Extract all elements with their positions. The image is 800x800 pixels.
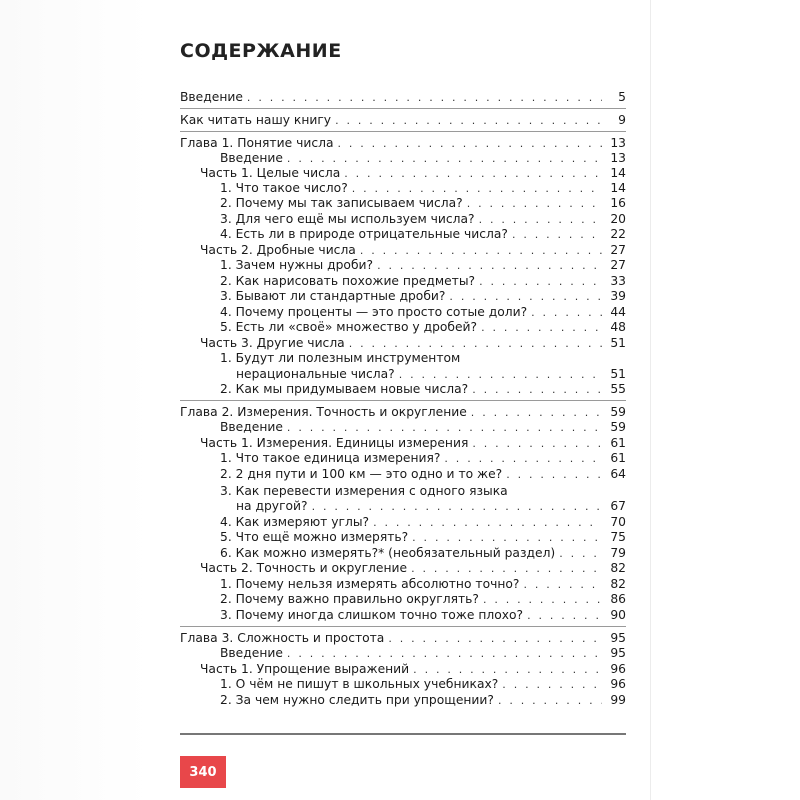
toc-part [200, 435, 626, 451]
toc-entry-label: Часть 1. Целые числа [200, 166, 341, 180]
toc-entry-page: 22 [610, 227, 626, 241]
toc-entry [220, 211, 626, 227]
toc-entry-label: Часть 2. Дробные числа [200, 243, 356, 257]
toc-entry-page: 39 [610, 289, 626, 303]
toc-entry-label: 1. Будут ли полезным инструментом [220, 351, 461, 365]
toc-entry-page: 48 [610, 320, 626, 334]
toc-entry-label: 5. Что ещё можно измерять? [220, 530, 409, 544]
toc-entry-page: 51 [610, 367, 626, 381]
toc-entry [220, 195, 626, 211]
toc-entry-label: 1. О чём не пишут в школьных учебниках? [220, 677, 499, 691]
toc-entry-label: Часть 1. Упрощение выражений [200, 662, 410, 676]
section-divider [180, 626, 626, 627]
page-title: СОДЕРЖАНИЕ [180, 40, 342, 62]
leader-dots [312, 499, 602, 515]
toc-part [200, 165, 626, 181]
toc-entry-label: Введение [220, 151, 283, 165]
toc-entry-label: Часть 2. Точность и округление [200, 561, 408, 575]
toc-part [200, 560, 626, 576]
toc-entry-page: 44 [610, 305, 626, 319]
toc-entry-page: 61 [610, 451, 626, 465]
toc-entry [220, 180, 626, 196]
toc-entry-page: 96 [610, 662, 626, 676]
toc-entry [220, 676, 626, 692]
toc-entry-label: Глава 2. Измерения. Точность и округление [180, 405, 467, 419]
toc-chapter [180, 404, 626, 420]
toc-entry-page: 59 [610, 420, 626, 434]
toc-entry-page: 9 [618, 113, 626, 127]
left-margin [0, 0, 150, 800]
toc-entry-page: 59 [610, 405, 626, 419]
toc-entry [220, 319, 626, 335]
toc-entry-label: 1. Почему нельзя измерять абсолютно точно? [220, 577, 520, 591]
toc-entry-label: 4. Почему проценты — это просто сотые доли? [220, 305, 528, 319]
toc-entry-label: 2. Почему мы так записываем числа? [220, 196, 463, 210]
leader-dots [412, 530, 602, 546]
toc-entry [180, 112, 626, 128]
toc-entry-page: 13 [610, 151, 626, 165]
toc-entry-label: 3. Для чего ещё мы используем числа? [220, 212, 475, 226]
toc-entry-page: 27 [610, 258, 626, 272]
toc-entry [220, 381, 626, 397]
toc-entry-label: 6. Как можно измерять?* (необязательный раздел) [220, 546, 556, 560]
toc-entry-page: 13 [610, 136, 626, 150]
toc-entry [180, 89, 626, 105]
leader-dots [498, 693, 602, 709]
toc-entry-page: 82 [610, 577, 626, 591]
toc-entry-label: 1. Что такое единица измерения? [220, 451, 441, 465]
leader-dots [287, 646, 602, 662]
toc-entry-label: нерациональные числа? [236, 367, 395, 381]
toc-entry [220, 645, 626, 661]
toc-entry-label: Глава 1. Понятие числа [180, 136, 334, 150]
leader-dots [483, 592, 602, 608]
toc-entry-label: Введение [220, 646, 283, 660]
toc-entry-page: 20 [610, 212, 626, 226]
toc-entry-label: 4. Как измеряют углы? [220, 515, 370, 529]
toc-entry-page: 55 [610, 382, 626, 396]
toc-entry-label: 3. Как перевести измерения с одного языка [220, 484, 508, 498]
toc-entry [220, 419, 626, 435]
toc-entry-label: 2. Почему важно правильно округлять? [220, 592, 479, 606]
toc-entry-page: 86 [610, 592, 626, 606]
toc-entry-page: 99 [610, 693, 626, 707]
toc-entry-page: 67 [610, 499, 626, 513]
leader-dots [472, 382, 602, 398]
toc-entry-label: 1. Что такое число? [220, 181, 348, 195]
leader-dots [502, 677, 602, 693]
book-page [150, 0, 650, 800]
toc-entry-page: 14 [610, 166, 626, 180]
toc-entry-label: 2. За чем нужно следить при упрощении? [220, 693, 494, 707]
leader-dots [506, 467, 602, 483]
toc-entry [220, 576, 626, 592]
leader-dots [444, 451, 602, 467]
toc-chapter [180, 135, 626, 151]
toc-entry [220, 591, 626, 607]
toc-entry [236, 498, 626, 514]
toc-entry-page: 5 [618, 90, 626, 104]
toc-entry [220, 288, 626, 304]
leader-dots [527, 608, 602, 624]
toc-entry [220, 607, 626, 623]
toc-entry-page: 75 [610, 530, 626, 544]
leader-dots [449, 289, 602, 305]
toc-entry-page: 64 [610, 467, 626, 481]
toc-entry-page: 61 [610, 436, 626, 450]
toc-entry-label: Часть 3. Другие числа [200, 336, 345, 350]
right-margin [650, 0, 800, 800]
toc-entry-label: 1. Зачем нужны дроби? [220, 258, 374, 272]
leader-dots [467, 196, 602, 212]
leader-dots [481, 320, 602, 336]
leader-dots [411, 561, 602, 577]
toc-entry-page: 79 [610, 546, 626, 560]
toc-entry-label: Как читать нашу книгу [180, 113, 332, 127]
toc-entry [220, 226, 626, 242]
toc-entry [220, 257, 626, 273]
toc-entry [220, 529, 626, 545]
section-divider [180, 108, 626, 109]
toc-entry-page: 51 [610, 336, 626, 350]
toc-entry [220, 304, 626, 320]
toc-entry [220, 514, 626, 530]
toc-entry-label: 3. Почему иногда слишком точно тоже плохо? [220, 608, 524, 622]
toc-entry [220, 273, 626, 289]
toc-entry [220, 692, 626, 708]
toc-chapter [180, 630, 626, 646]
toc-entry-label: 4. Есть ли в природе отрицательные числа? [220, 227, 508, 241]
toc-entry-label: 2. Как нарисовать похожие предметы? [220, 274, 476, 288]
section-divider [180, 400, 626, 401]
toc-entry-page: 96 [610, 677, 626, 691]
leader-dots [287, 420, 602, 436]
toc-entry-page: 33 [610, 274, 626, 288]
toc-entry-label: Часть 1. Измерения. Единицы измерения [200, 436, 469, 450]
toc-entry-label: 3. Бывают ли стандартные дроби? [220, 289, 446, 303]
toc-entry-page: 82 [610, 561, 626, 575]
toc-entry-page: 90 [610, 608, 626, 622]
toc-entry [220, 450, 626, 466]
leader-dots [377, 258, 602, 274]
toc-entry [220, 466, 626, 482]
toc-entry-page: 14 [610, 181, 626, 195]
section-divider [180, 131, 626, 132]
toc-entry-page: 95 [610, 631, 626, 645]
toc-entry-label: Введение [220, 420, 283, 434]
page-number-badge: 340 [180, 756, 226, 788]
toc-entry-page: 27 [610, 243, 626, 257]
toc-part [200, 335, 626, 351]
toc-entry [220, 545, 626, 561]
footer-rule [180, 733, 626, 735]
toc-entry-label: 5. Есть ли «своё» множество у дробей? [220, 320, 478, 334]
leader-dots [247, 90, 602, 106]
toc-entry-label: 2. 2 дня пути и 100 км — это одно и то же? [220, 467, 503, 481]
toc-entry [236, 366, 626, 382]
toc-entry-label: Введение [180, 90, 243, 104]
toc-part [200, 661, 626, 677]
leader-dots [512, 227, 602, 243]
toc-entry-page: 95 [610, 646, 626, 660]
toc-part [200, 242, 626, 258]
toc-entry-label: на другой? [236, 499, 308, 513]
toc-entry-page: 16 [610, 196, 626, 210]
toc-entry [220, 150, 626, 166]
toc-entry-label: 2. Как мы придумываем новые числа? [220, 382, 469, 396]
toc-entry-label: Глава 3. Сложность и простота [180, 631, 385, 645]
toc-entry-page: 70 [610, 515, 626, 529]
leader-dots [335, 113, 602, 129]
